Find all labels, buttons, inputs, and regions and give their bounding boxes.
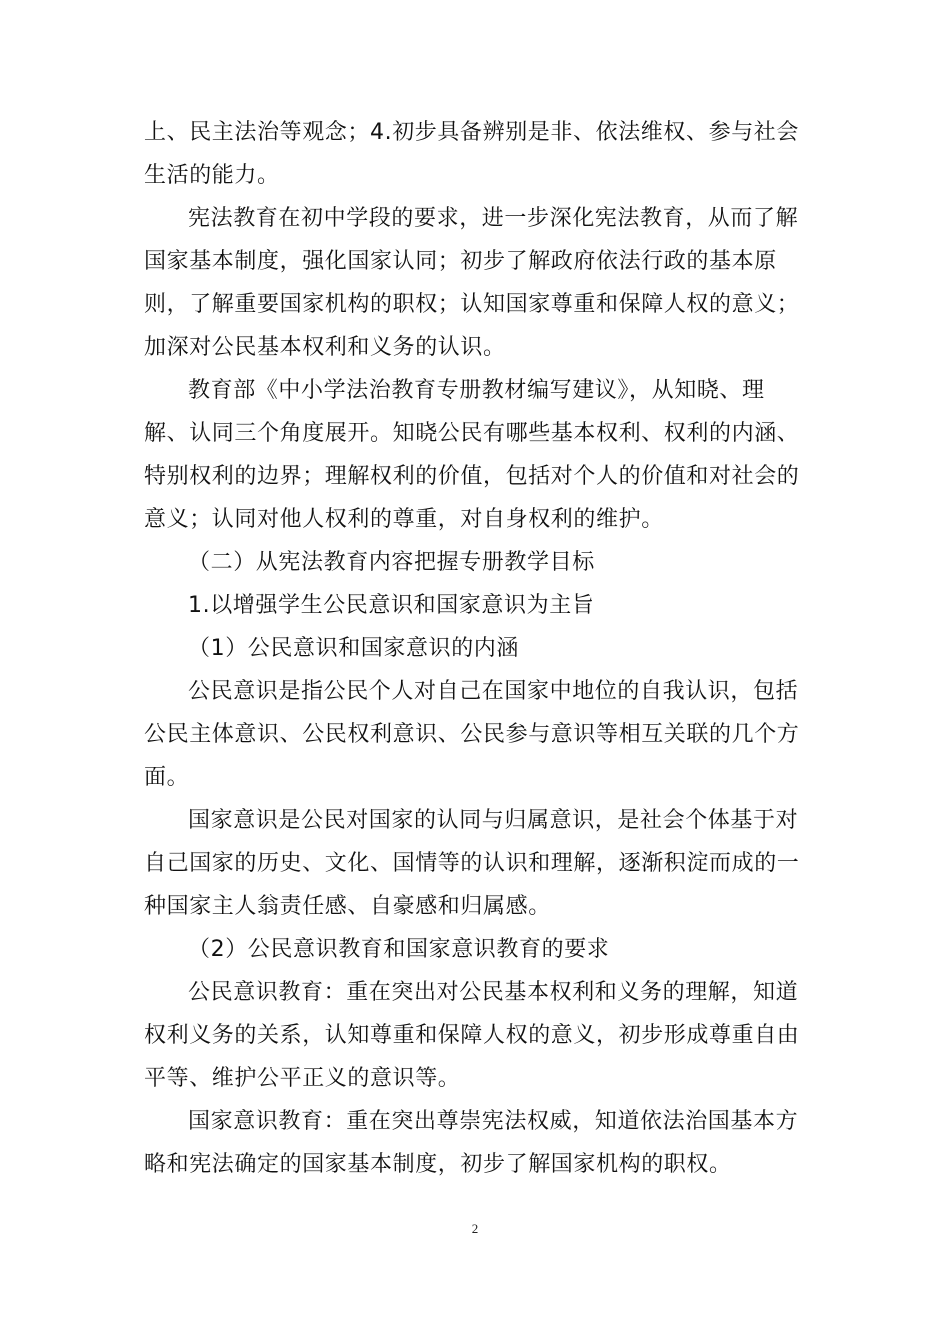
paragraph-first-line: 公民意识是指公民个人对自己在国家中地位的自我认识，包括 [188,679,799,704]
text-line: 公民主体意识、公民权利意识、公民参与意识等相互关联的几个方 [144,722,800,747]
subsection-heading: （2）公民意识教育和国家意识教育的要求 [188,937,610,962]
text-line: 上、民主法治等观念；4.初步具备辨别是非、依法维权、参与社会 [144,120,799,145]
text-line: 特别权利的边界；理解权利的价值，包括对个人的价值和对社会的 [144,464,800,489]
text-line: 则，了解重要国家机构的职权；认知国家尊重和保障人权的意义； [144,292,800,317]
text-line: 平等、维护公平正义的意识等。 [144,1066,461,1091]
section-heading: （二）从宪法教育内容把握专册教学目标 [188,550,595,575]
text-line: 解、认同三个角度展开。知晓公民有哪些基本权利、权利的内涵、 [144,421,800,446]
paragraph-first-line: 国家意识教育：重在突出尊崇宪法权威，知道依法治国基本方 [188,1109,799,1134]
text-line: 自己国家的历史、文化、国情等的认识和理解，逐渐积淀而成的一 [144,851,800,876]
page-number: 2 [471,1221,479,1236]
text-line: 加深对公民基本权利和义务的认识。 [144,335,506,360]
text-line: 意义；认同对他人权利的尊重，对自身权利的维护。 [144,507,664,532]
text-line: 权利义务的关系，认知尊重和保障人权的意义，初步形成尊重自由 [144,1023,800,1048]
subsection-heading: （1）公民意识和国家意识的内涵 [188,636,519,661]
subsection-heading: 1.以增强学生公民意识和国家意识为主旨 [188,593,595,618]
text-line: 国家基本制度，强化国家认同；初步了解政府依法行政的基本原 [144,249,777,274]
text-line: 生活的能力。 [144,163,280,188]
paragraph-first-line: 教育部《中小学法治教育专册教材编写建议》，从知晓、理 [188,378,765,403]
text-line: 种国家主人翁责任感、自豪感和归属感。 [144,894,551,919]
text-line: 面。 [144,765,190,790]
paragraph-first-line: 国家意识是公民对国家的认同与归属意识，是社会个体基于对 [188,808,799,833]
paragraph-first-line: 宪法教育在初中学段的要求，进一步深化宪法教育，从而了解 [188,206,799,231]
text-line: 略和宪法确定的国家基本制度，初步了解国家机构的职权。 [144,1152,732,1177]
paragraph-first-line: 公民意识教育：重在突出对公民基本权利和义务的理解，知道 [188,980,799,1005]
